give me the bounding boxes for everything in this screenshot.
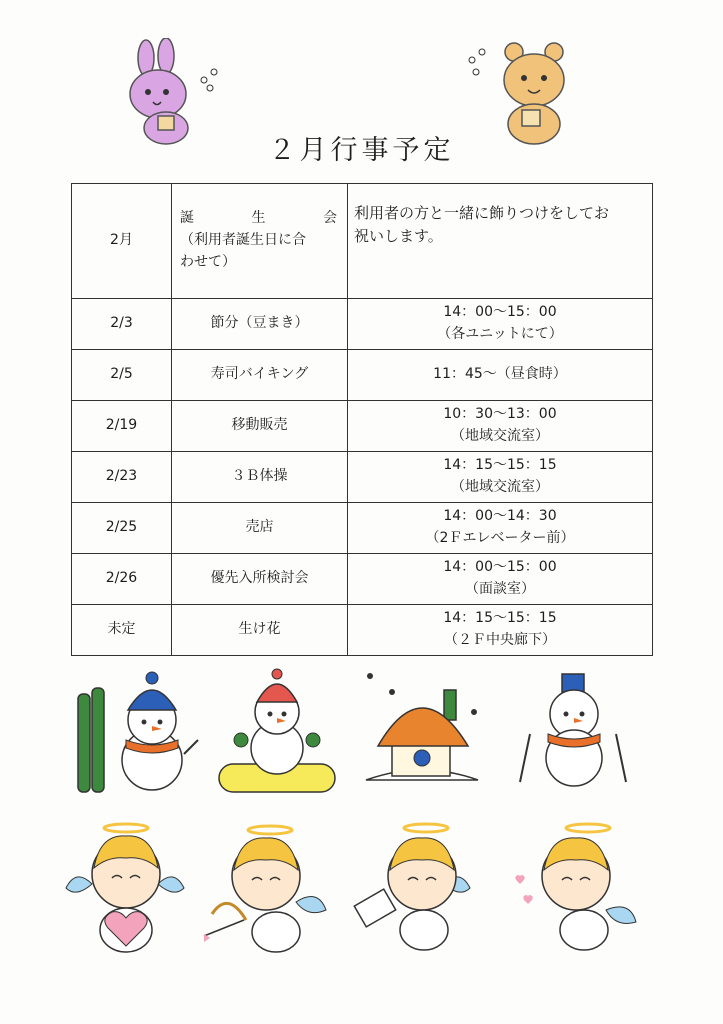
table-row: [72, 299, 653, 350]
event-title: [180, 208, 343, 230]
time-text: 14：15〜15：15: [443, 610, 557, 627]
schedule-table: [71, 183, 653, 656]
event-cell: 生け花: [172, 605, 348, 656]
note-text: （地域交流室）: [451, 479, 549, 495]
table-row: [72, 503, 653, 554]
note-text: （2Ｆエレベーター前）: [425, 530, 575, 546]
table-row: [72, 554, 653, 605]
table-row: [72, 350, 653, 401]
snowman-snowboard-icon: [215, 668, 340, 798]
date-cell: 2/23: [72, 452, 172, 503]
date-cell: 2/5: [72, 350, 172, 401]
detail-line: 利用者の方と一緒に飾りつけをしてお: [354, 204, 610, 222]
rabbit-icon: [118, 38, 228, 148]
time-text: 10：30〜13：00: [443, 406, 557, 423]
time-text: 14：00〜14：30: [443, 508, 557, 525]
time-text: 11：45〜（昼食時）: [433, 366, 567, 383]
detail-cell: [348, 605, 653, 656]
date-cell: 2/19: [72, 401, 172, 452]
date-cell: 2月: [72, 184, 172, 299]
event-cell: [172, 184, 348, 299]
table-row: [72, 184, 653, 299]
table-row: [72, 452, 653, 503]
time-text: 14：15〜15：15: [443, 457, 557, 474]
detail-cell: [348, 503, 653, 554]
angel-letter-icon: [350, 818, 480, 958]
detail-cell: [348, 184, 653, 299]
event-cell: 優先入所検討会: [172, 554, 348, 605]
note-text: （地域交流室）: [451, 428, 549, 444]
table-row: [72, 605, 653, 656]
event-char: 誕: [180, 210, 194, 227]
event-cell: 売店: [172, 503, 348, 554]
bear-icon: [462, 38, 582, 148]
date-cell: 未定: [72, 605, 172, 656]
event-cell: ３Ｂ体操: [172, 452, 348, 503]
page-title: ２月行事予定: [268, 135, 455, 166]
time-text: 14：00〜15：00: [443, 304, 557, 321]
event-subtitle-1: （利用者誕生日に合: [180, 232, 306, 249]
event-cell: 節分（豆まき）: [172, 299, 348, 350]
date-cell: 2/3: [72, 299, 172, 350]
table-row: [72, 401, 653, 452]
detail-cell: [348, 350, 653, 401]
snowman-skis-icon: [72, 668, 207, 798]
event-char: 生: [251, 210, 266, 227]
event-subtitle-2: わせて）: [180, 253, 236, 270]
angel-kiss-icon: [510, 818, 640, 958]
event-char: 会: [323, 210, 337, 227]
time-text: 14：00〜15：00: [443, 559, 557, 576]
note-text: （面談室）: [465, 581, 535, 597]
snowman-poles-icon: [512, 672, 637, 802]
detail-line: 祝いします。: [354, 227, 443, 246]
note-text: （２Ｆ中央廊下）: [444, 632, 556, 648]
event-cell: 寿司バイキング: [172, 350, 348, 401]
angel-heart-icon: [60, 818, 190, 958]
note-text: （各ユニットにて）: [437, 326, 563, 342]
event-cell: 移動販売: [172, 401, 348, 452]
date-cell: 2/25: [72, 503, 172, 554]
detail-cell: [348, 401, 653, 452]
detail-cell: [348, 452, 653, 503]
detail-cell: [348, 299, 653, 350]
angel-bow-icon: [200, 822, 330, 962]
snow-house-icon: [358, 662, 486, 792]
date-cell: 2/26: [72, 554, 172, 605]
detail-cell: [348, 554, 653, 605]
